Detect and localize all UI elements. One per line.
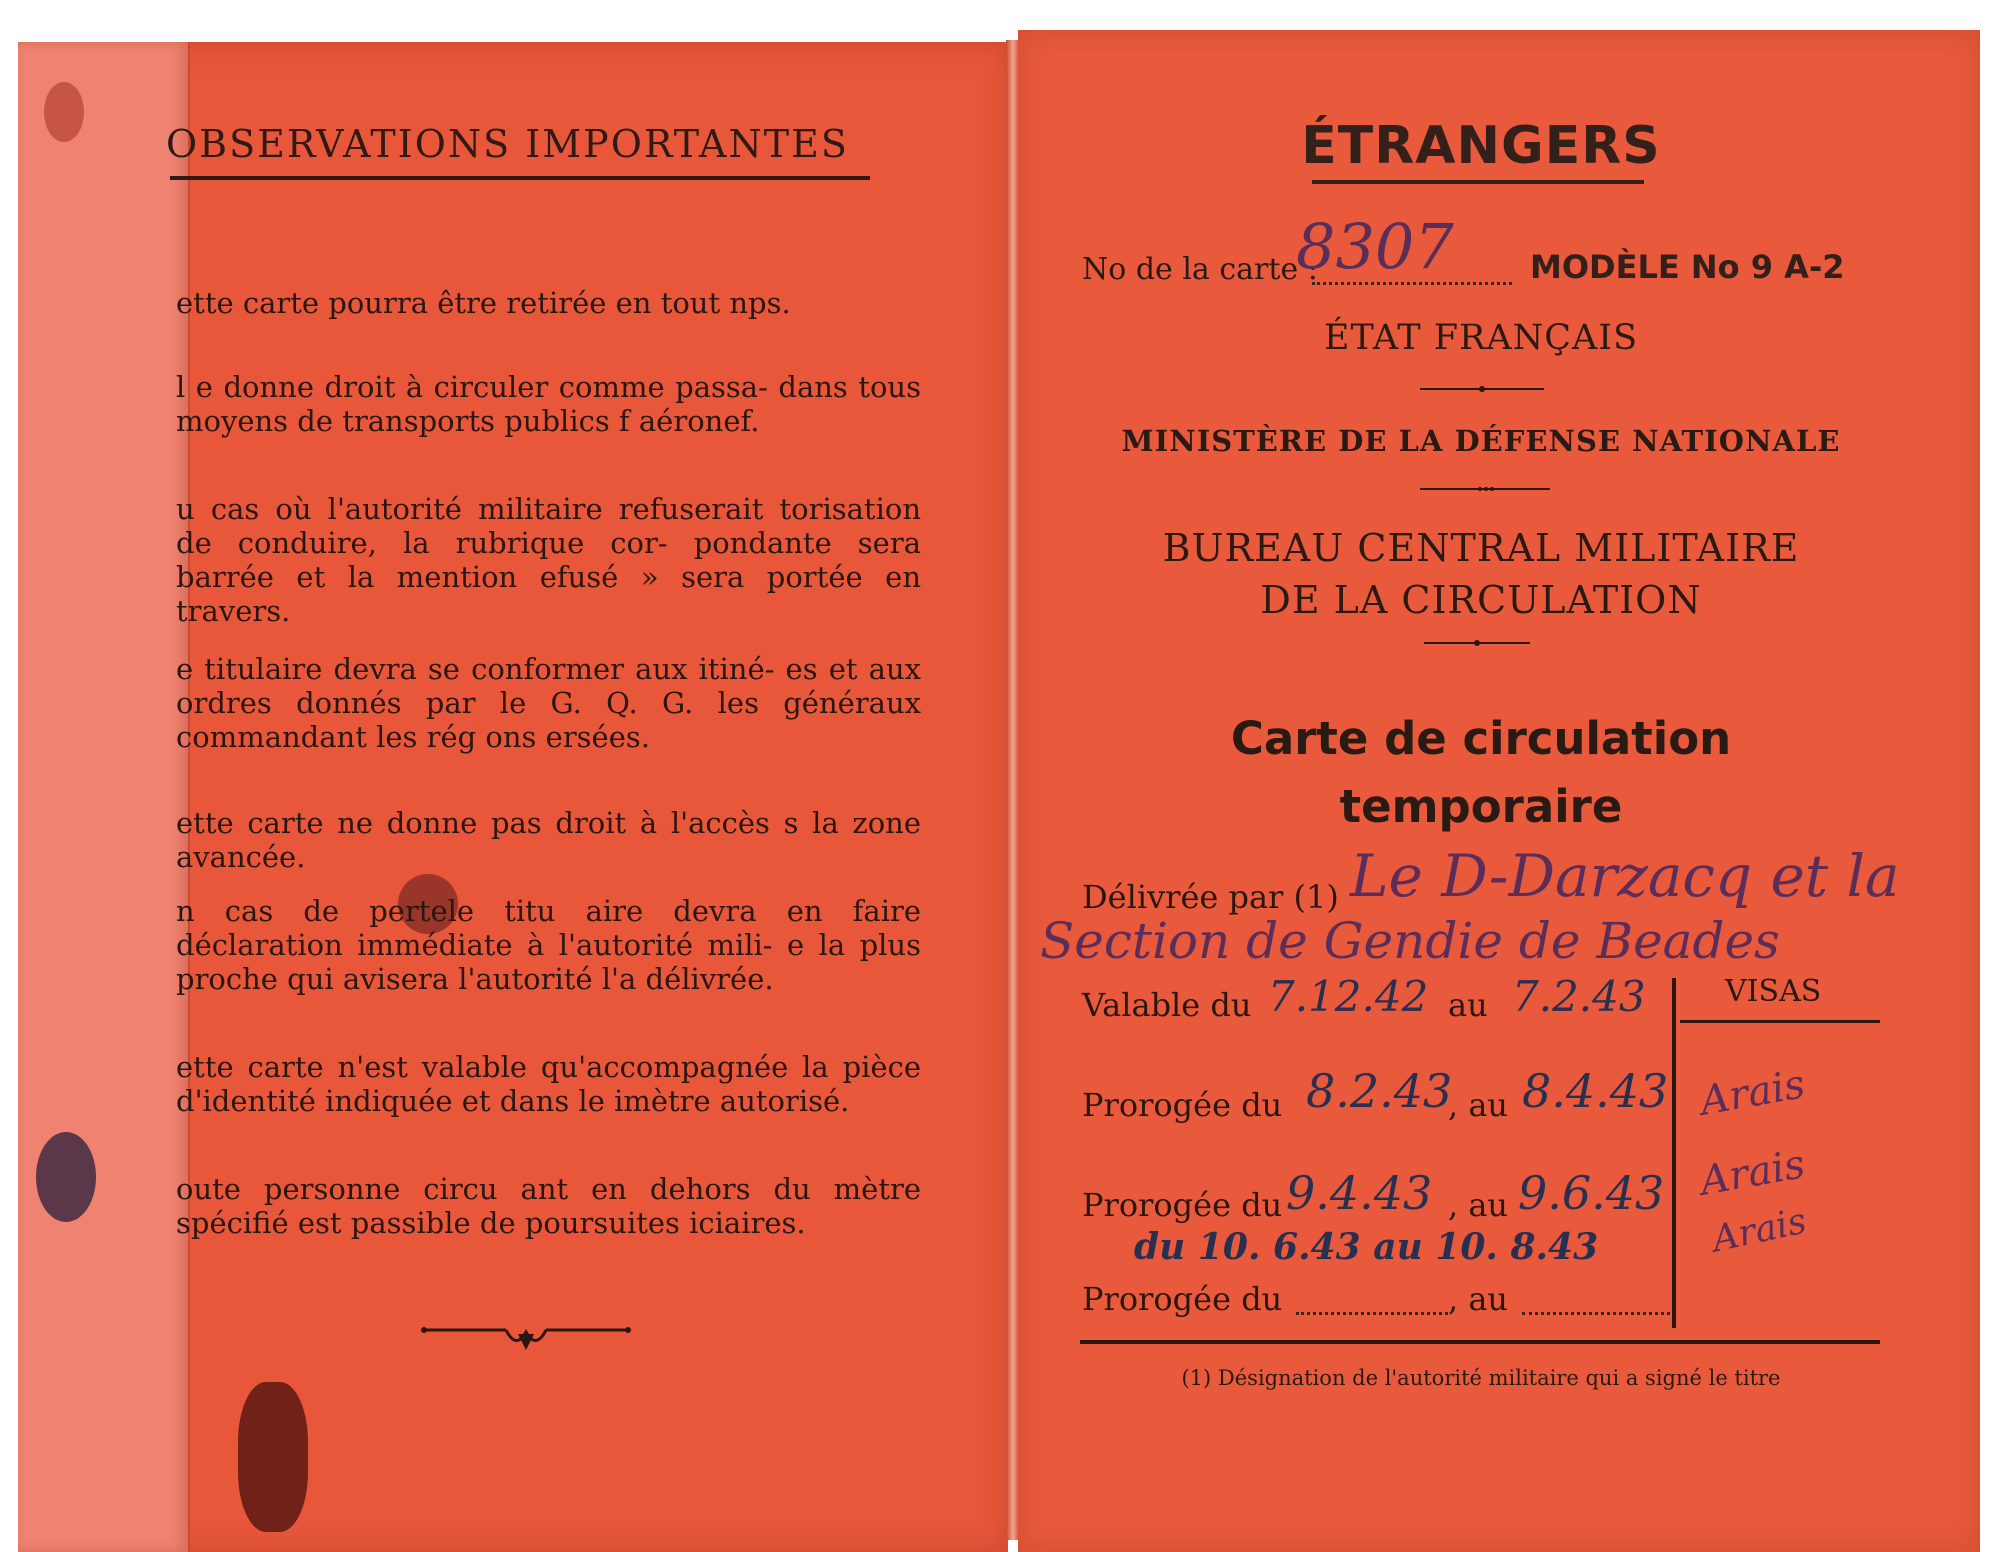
footnote: (1) Désignation de l'autorité militaire qui a signé le titre — [1181, 1366, 1781, 1390]
etat-francais: ÉTAT FRANÇAIS — [1323, 318, 1639, 358]
header-underline — [1312, 180, 1644, 184]
extended-to-label-2: , au — [1448, 1186, 1509, 1224]
wax-stain — [238, 1382, 308, 1532]
extension-1-from: 8.2.43 — [1306, 1064, 1453, 1118]
model-number: MODÈLE No 9 A-2 — [1530, 248, 1845, 286]
extension-2-to: 9.6.43 — [1518, 1166, 1665, 1220]
observations-title: OBSERVATIONS IMPORTANTES — [166, 122, 849, 166]
ink-stain — [44, 82, 84, 142]
observation-paragraph-2: l e donne droit à circuler comme passa- dans tous moyens de transports publics f aéronef. — [176, 370, 921, 438]
visas-heading: VISAS — [1725, 974, 1822, 1009]
extended-from-label-1: Prorogée du — [1082, 1086, 1283, 1124]
visa-signature-1: Arais — [1696, 1061, 1809, 1125]
extension-1-to: 8.4.43 — [1522, 1064, 1669, 1118]
divider-ornament — [1420, 484, 1550, 494]
observation-paragraph-6: n cas de pertele titu aire devra en faire déclaration immédiate à l'autorité mili- e la plus proche qui avisera l'autorité l'a délivrée. — [176, 894, 921, 996]
extended-to-label-1: , au — [1448, 1086, 1509, 1124]
delivered-by-line-2: Section de Gendie de Beades — [1040, 912, 1780, 970]
extension-2-from: 9.4.43 — [1286, 1166, 1433, 1220]
observation-paragraph-8: oute personne circu ant en dehors du mètre spécifié est passible de poursuites iciaires. — [176, 1172, 921, 1240]
binding-strip — [18, 42, 190, 1552]
valid-from-label: Valable du — [1082, 986, 1252, 1024]
observation-paragraph-4: e titulaire devra se conformer aux itiné- es et aux ordres donnés par le G. Q. G. les généraux commandant les rég ons ersées. — [176, 652, 921, 754]
bureau-line-1: BUREAU CENTRAL MILITAIRE — [1162, 526, 1800, 570]
card-subtitle: temporaire — [1339, 780, 1623, 833]
ministry-name: MINISTÈRE DE LA DÉFENSE NATIONALE — [1121, 424, 1841, 458]
extended-from-label-2: Prorogée du — [1082, 1186, 1283, 1224]
card-number-handwritten: 8307 — [1296, 210, 1454, 283]
observation-paragraph-7: ette carte n'est valable qu'accompagnée la pièce d'identité indiquée et dans le imètre autorisé. — [176, 1050, 921, 1118]
valid-to-date: 7.2.43 — [1512, 972, 1646, 1021]
divider-ornament — [1420, 384, 1544, 394]
visas-column-divider — [1672, 978, 1676, 1328]
observation-paragraph-3: u cas où l'autorité militaire refuserait torisation de conduire, la rubrique cor- pondante sera barrée et la mention efusé » sera portée en travers. — [176, 492, 921, 628]
extension-3-handwritten: du 10. 6.43 au 10. 8.43 — [1134, 1226, 1599, 1268]
dotted-line — [1296, 1312, 1448, 1315]
observation-paragraph-1: ette carte pourra être retirée en tout nps. — [176, 286, 791, 320]
extended-from-label-3: Prorogée du — [1082, 1280, 1283, 1318]
bureau-line-2: DE LA CIRCULATION — [1260, 578, 1702, 622]
delivered-by-line-1: Le D-Darzacq et la — [1350, 842, 1900, 910]
extended-to-label-3: , au — [1448, 1280, 1509, 1318]
visa-signature-2: Arais — [1696, 1141, 1809, 1205]
visa-signature-3: Arais — [1708, 1200, 1810, 1261]
card-title: Carte de circulation — [1230, 712, 1732, 765]
title-underline — [170, 176, 870, 180]
etrangers-header: ÉTRANGERS — [1301, 116, 1661, 176]
delivered-by-label: Délivrée par (1) — [1082, 878, 1339, 916]
observation-paragraph-5: ette carte ne donne pas droit à l'accès s la zone avancée. — [176, 806, 921, 874]
valid-to-label: au — [1448, 986, 1488, 1024]
ink-stain — [36, 1132, 96, 1222]
dotted-line — [1522, 1312, 1670, 1315]
ornament-icon — [420, 1316, 632, 1356]
card-number-label: No de la carte : — [1082, 252, 1318, 287]
divider-ornament — [1424, 638, 1530, 648]
valid-from-date: 7.12.42 — [1268, 972, 1429, 1021]
visas-rule — [1680, 1020, 1880, 1023]
form-bottom-rule — [1080, 1340, 1880, 1344]
